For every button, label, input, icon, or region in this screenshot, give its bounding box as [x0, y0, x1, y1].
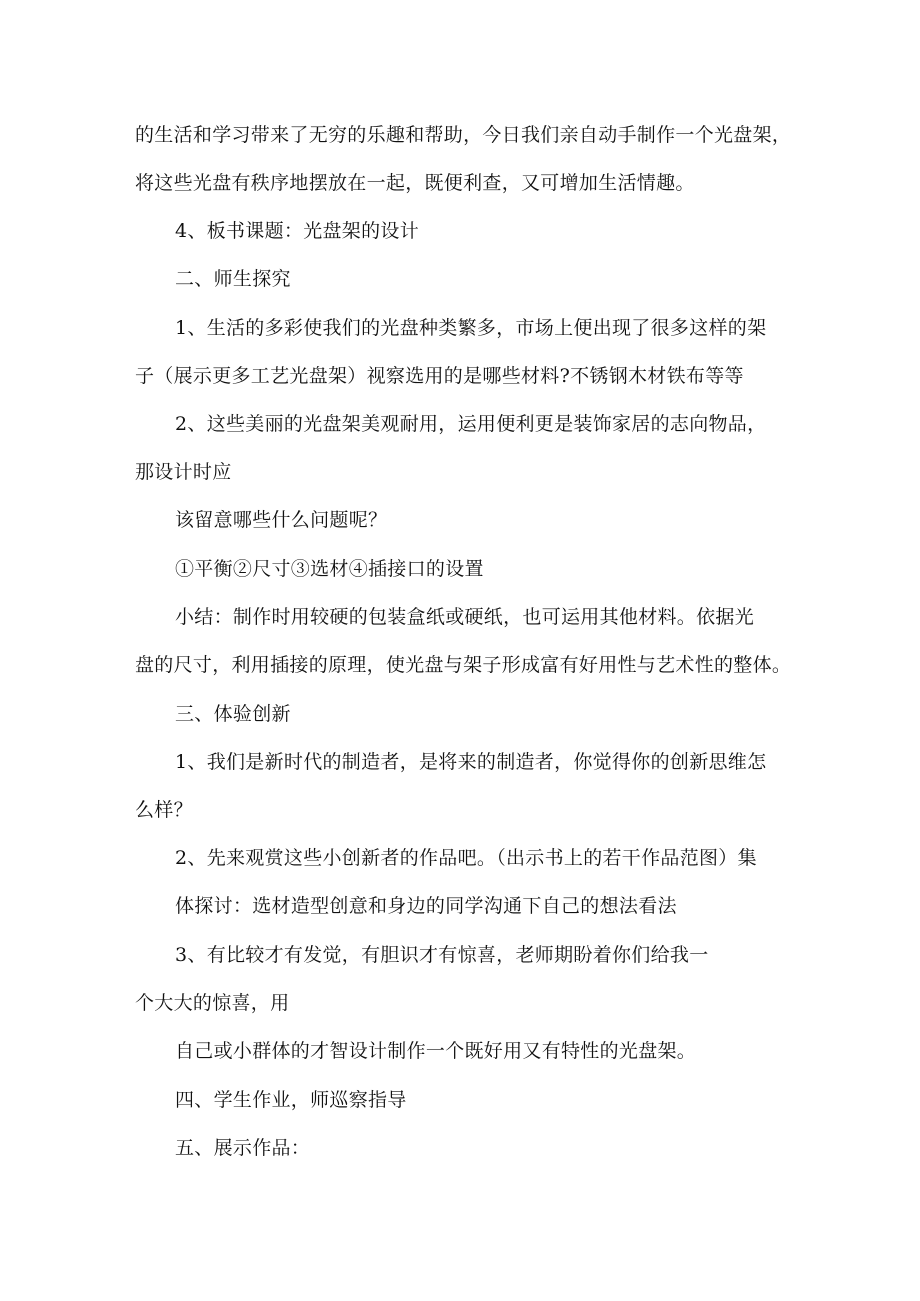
section-heading-5: 五、展示作品：	[175, 1137, 311, 1159]
text-line-2: 将这些光盘有秩序地摆放在一起，既便利查，又可增加生活情趣。	[135, 172, 695, 194]
text-line-11: 小结：制作时用较硬的包装盒纸或硬纸，也可运用其他材料。依据光	[175, 606, 755, 628]
text-line-7: 2、这些美丽的光盘架美观耐用，运用便利更是装饰家居的志向物品，	[175, 413, 767, 435]
section-heading-4: 四、学生作业，师巡察指导	[175, 1089, 407, 1111]
text-line-3: 4、板书课题：光盘架的设计	[175, 220, 419, 242]
text-line-1: 的生活和学习带来了无穷的乐趣和帮助，今日我们亲自动手制作一个光盘架，	[135, 124, 792, 146]
text-line-17: 体探讨：选材造型创意和身边的同学沟通下自己的想法看法	[175, 895, 677, 917]
text-line-15: 么样？	[135, 799, 193, 821]
text-line-8: 那设计时应	[135, 461, 232, 483]
text-line-20: 自己或小群体的才智设计制作一个既好用又有特性的光盘架。	[175, 1040, 697, 1062]
section-heading-3: 三、体验创新	[175, 703, 291, 725]
text-line-12: 盘的尺寸，利用插接的原理，使光盘与架子形成富有好用性与艺术性的整体。	[135, 654, 792, 676]
section-heading-2: 二、师生探究	[175, 268, 291, 290]
text-line-9: 该留意哪些什么问题呢？	[175, 509, 388, 531]
text-line-18: 3、有比较才有发觉，有胆识才有惊喜，老师期盼着你们给我一	[175, 944, 709, 966]
text-line-5: 1、生活的多彩使我们的光盘种类繁多，市场上便出现了很多这样的架	[175, 317, 767, 339]
text-line-6: 子（展示更多工艺光盘架）视察选用的是哪些材料?不锈钢木材铁布等等	[135, 365, 744, 387]
text-line-14: 1、我们是新时代的制造者，是将来的制造者，你觉得你的创新思维怎	[175, 751, 767, 773]
text-line-10: ①平衡②尺寸③选材④插接口的设置	[175, 558, 484, 580]
text-line-19: 个大大的惊喜，用	[135, 992, 290, 1014]
text-line-16: 2、先来观赏这些小创新者的作品吧。（出示书上的若干作品范图）集	[175, 847, 757, 869]
